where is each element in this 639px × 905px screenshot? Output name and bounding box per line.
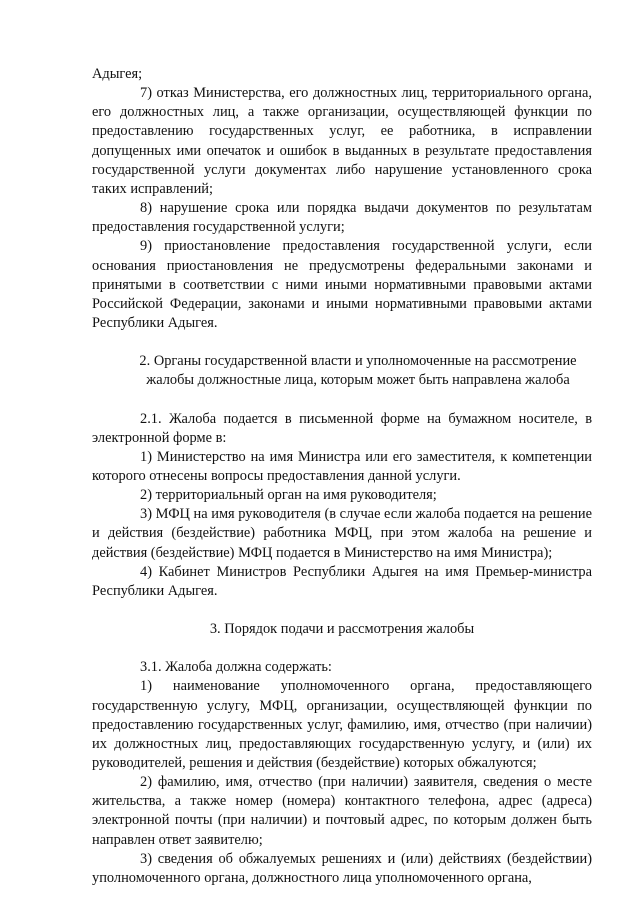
section-2-item-2: 2) территориальный орган на имя руководителя; [140,487,437,504]
spacer [92,391,592,410]
section-2-item-3: 3) МФЦ на имя руководителя (в случае если жалоба подается на решение и действия (бездействие) работника МФЦ, при этом жалоба на решение и действия (бездействие) МФЦ подается в Министерство на имя Министра); [92,506,592,561]
section-2-1-paragraph: 2.1. Жалоба подается в письменной форме на бумажном носителе, в электронной форме в: [92,410,592,446]
section-3-item-1: 1) наименование уполномоченного органа, предоставляющего государственную услугу, МФЦ, организации, осуществляющей функции по предоставлению государственных услуг, фамилию, имя, отчество (при наличии) их должностных лиц, предоставляющих государственную услугу, и (или) их руководителей, решения и действия (бездействие) которых обжалуются; [92,678,592,771]
list-item-7: 7) отказ Министерства, его должностных лиц, территориального органа, его должностных лиц, а также организации, осуществляющей функции по предоставлению государственных услуг, ее работника, в исправлении допущенных ими опечаток и ошибок в выданных в результате предоставления государственной услуги документах либо нарушение установленного срока таких исправлений; [92,85,592,197]
list-item-9: 9) приостановление предоставления государственной услуги, если основания приостановления не предусмотрены федеральными законами и принятыми в соответствии с ними иными нормативными правовыми актами Российской Федерации, законами и иными нормативными правовыми актами Республики Адыгея. [92,238,592,332]
section-2-item-4: 4) Кабинет Министров Республики Адыгея на имя Премьер-министра Республики Адыгея. [92,563,592,599]
spacer [92,333,592,352]
section-2-heading: 2. Органы государственной власти и уполномоченные на рассмотрение жалобы должностные лица, которым может быть направлена жалоба [139,353,577,389]
section-3-1-paragraph: 3.1. Жалоба должна содержать: [140,659,332,676]
section-3-item-2: 2) фамилию, имя, отчество (при наличии) заявителя, сведения о месте жительства, а также номер (номера) контактного телефона, адрес (адреса) электронной почты (при наличии) и почтовый адрес, по которым должен быть направлен ответ заявителю; [92,774,592,848]
paragraph-continuation: Адыгея; [92,66,143,82]
section-2-item-1: 1) Министерство на имя Министра или его заместителя, к компетенции которого отнесены вопросы предоставления данной услуги. [92,448,592,484]
section-3-heading: 3. Порядок подачи и рассмотрения жалобы [209,621,475,638]
document-body [92,65,592,888]
list-item-8: 8) нарушение срока или порядка выдачи документов по результатам предоставления государственной услуги; [92,200,592,236]
spacer [92,601,592,620]
spacer [92,639,592,658]
section-3-item-3: 3) сведения об обжалуемых решениях и (или) действиях (бездействии) уполномоченного органа, должностного лица уполномоченного органа, [92,850,592,886]
